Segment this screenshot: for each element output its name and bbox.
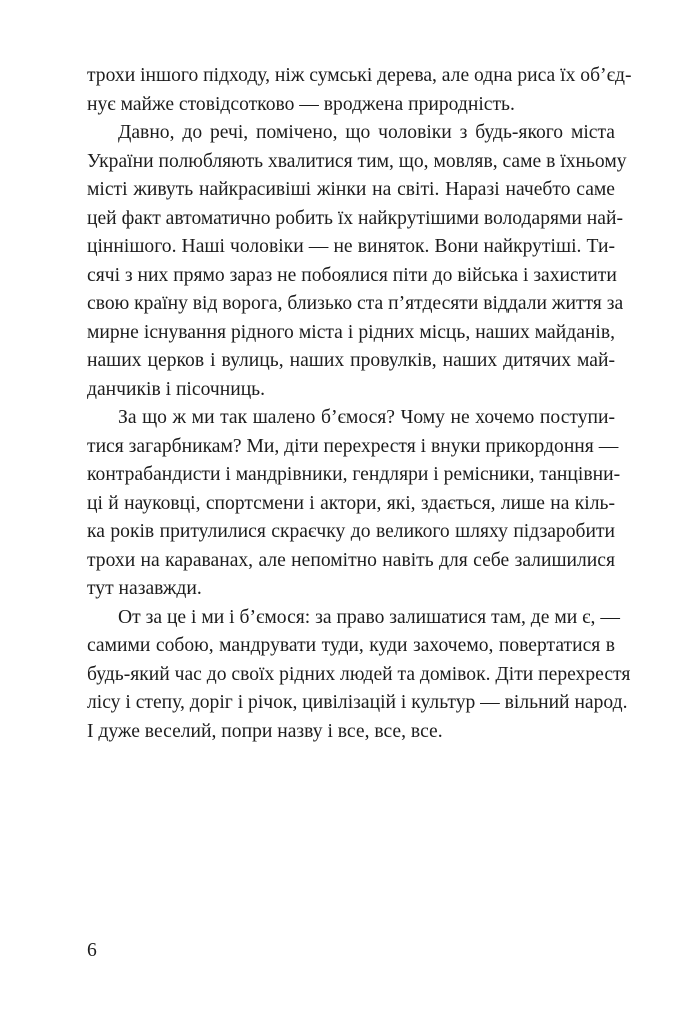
text-line: ціннішого. Наші чоловіки — не виняток. Вони найкрутіші. Ти- xyxy=(87,236,615,257)
text-line: І дуже веселий, попри назву і все, все, все. xyxy=(87,720,443,742)
text-line: лісу і степу, доріг і річок, цивілізацій і культур — вільний народ. xyxy=(87,692,628,713)
text-line: нує майже стовідсотково — вроджена природність. xyxy=(87,93,515,115)
text-line: ка років притулилися скраєчку до великого шляху підзаробити xyxy=(87,521,615,542)
paragraph-1 xyxy=(87,62,632,119)
text-line: самими собою, мандрувати туди, куди захочемо, повертатися в xyxy=(87,635,615,656)
text-line: За що ж ми так шалено б’ємося? Чому не хочемо поступи- xyxy=(118,407,615,428)
text-line: сячі з них прямо зараз не побоялися піти до війська і захистити xyxy=(87,264,617,286)
page-number: 6 xyxy=(87,940,97,961)
text-line: Давно, до речі, помічено, що чоловіки з будь-якого міста xyxy=(118,122,615,143)
text-line: ці й науковці, спортсмени і актори, які, здається, лише на кіль- xyxy=(87,492,615,514)
text-line: будь-який час до своїх рідних людей та домівок. Діти перехрестя xyxy=(87,663,631,685)
paragraph-3 xyxy=(87,404,621,604)
paragraph-2 xyxy=(87,119,627,404)
text-line: цей факт автоматично робить їх найкрутішими володарями най- xyxy=(87,207,623,229)
text-line: наших церков і вулиць, наших провулків, наших дитячих май- xyxy=(87,350,615,371)
text-line: трохи іншого підходу, ніж сумські дерева, але одна риса їх об’єд- xyxy=(87,65,632,86)
text-line: трохи на караванах, але непомітно навіть для себе залишилися xyxy=(87,549,615,571)
paragraph-4 xyxy=(87,604,631,747)
text-line: тися загарбникам? Ми, діти перехрестя і внуки прикордоння — xyxy=(87,435,619,457)
text-line: місті живуть найкрасивіші жінки на світі. Наразі начебто саме xyxy=(87,179,615,200)
text-line: данчиків і пісочниць. xyxy=(87,378,266,400)
body-text xyxy=(87,62,632,746)
text-line: контрабандисти і мандрівники, гендляри і ремісники, танцівни- xyxy=(87,464,621,485)
text-line: України полюбляють хвалитися тим, що, мовляв, саме в їхньому xyxy=(87,150,627,172)
text-line: свою країну від ворога, близько ста п’ятдесяти віддали життя за xyxy=(87,293,624,314)
text-line: тут назавжди. xyxy=(87,578,202,599)
text-line: От за це і ми і б’ємося: за право залишатися там, де ми є, — xyxy=(118,606,620,628)
text-line: мирне існування рідного міста і рідних місць, наших майданів, xyxy=(87,321,615,343)
